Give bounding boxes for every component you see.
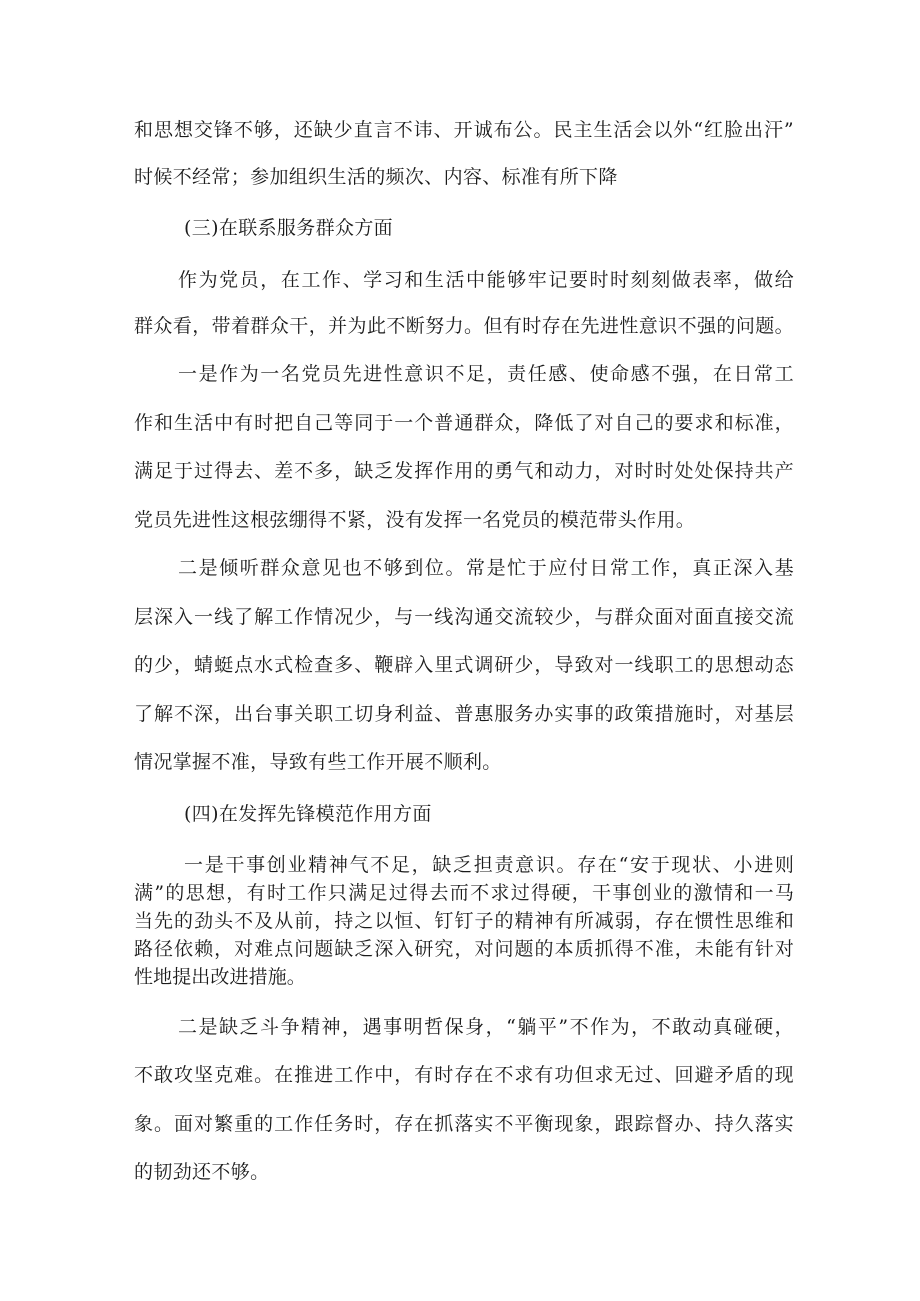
text-line-20: 性地提出改进措施。 xyxy=(134,966,306,988)
text-line-18: 当先的劲头不及从前，持之以恒、钉钉子的精神有所减弱，存在惯性思维和 xyxy=(134,910,794,932)
section-heading-3: (三)在联系服务群众方面 xyxy=(184,217,394,239)
text-line-4: 作为党员，在工作、学习和生活中能够牢记要时时刻刻做表率，做给 xyxy=(178,269,794,291)
text-line-14: 情况掌握不准，导致有些工作开展不顺利。 xyxy=(134,751,502,773)
text-line-11: 层深入一线了解工作情况少，与一线沟通交流较少，与群众面对面直接交流 xyxy=(134,606,794,628)
text-line-9: 党员先进性这根弦绷得不紧，没有发挥一名党员的模范带头作用。 xyxy=(134,509,696,531)
text-line-7: 作和生活中有时把自己等同于一个普通群众，降低了对自己的要求和标准， xyxy=(134,412,794,434)
section-heading-4: (四)在发挥先锋模范作用方面 xyxy=(184,803,432,825)
text-line-1: 和思想交锋不够，还缺少直言不讳、开诚布公。民主生活会以外“红脸出汗” xyxy=(134,119,794,141)
text-line-8: 满足于过得去、差不多，缺乏发挥作用的勇气和动力，对时时处处保持共产 xyxy=(134,460,794,482)
text-line-23: 象。面对繁重的工作任务时，存在抓落实不平衡现象，跟踪督办、持久落实 xyxy=(134,1113,794,1135)
text-line-22: 不敢攻坚克难。在推进工作中，有时存在不求有功但求无过、回避矛盾的现 xyxy=(134,1064,794,1086)
text-line-24: 的韧劲还不够。 xyxy=(134,1161,270,1183)
text-line-5: 群众看，带着群众干，并为此不断努力。但有时存在先进性意识不强的问题。 xyxy=(134,315,794,337)
text-line-10: 二是倾听群众意见也不够到位。常是忙于应付日常工作，真正深入基 xyxy=(178,557,794,579)
text-line-19: 路径依赖，对难点问题缺乏深入研究，对问题的本质抓得不准，未能有针对 xyxy=(134,938,794,960)
text-line-16: 一是干事创业精神气不足，缺乏担责意识。存在“安于现状、小进则 xyxy=(184,854,794,876)
text-line-17: 满”的思想，有时工作只满足过得去而不求过得硬，干事创业的激情和一马 xyxy=(134,882,794,904)
text-line-12: 的少，蜻蜓点水式检查多、鞭辟入里式调研少，导致对一线职工的思想动态 xyxy=(134,654,794,676)
text-line-21: 二是缺乏斗争精神，遇事明哲保身，“躺平”不作为，不敢动真碰硬， xyxy=(178,1016,794,1038)
text-line-2: 时候不经常；参加组织生活的频次、内容、标准有所下降 xyxy=(134,166,618,188)
text-line-13: 了解不深，出台事关职工切身利益、普惠服务办实事的政策措施时，对基层 xyxy=(134,703,794,725)
text-line-6: 一是作为一名党员先进性意识不足，责任感、使命感不强，在日常工 xyxy=(178,363,794,385)
